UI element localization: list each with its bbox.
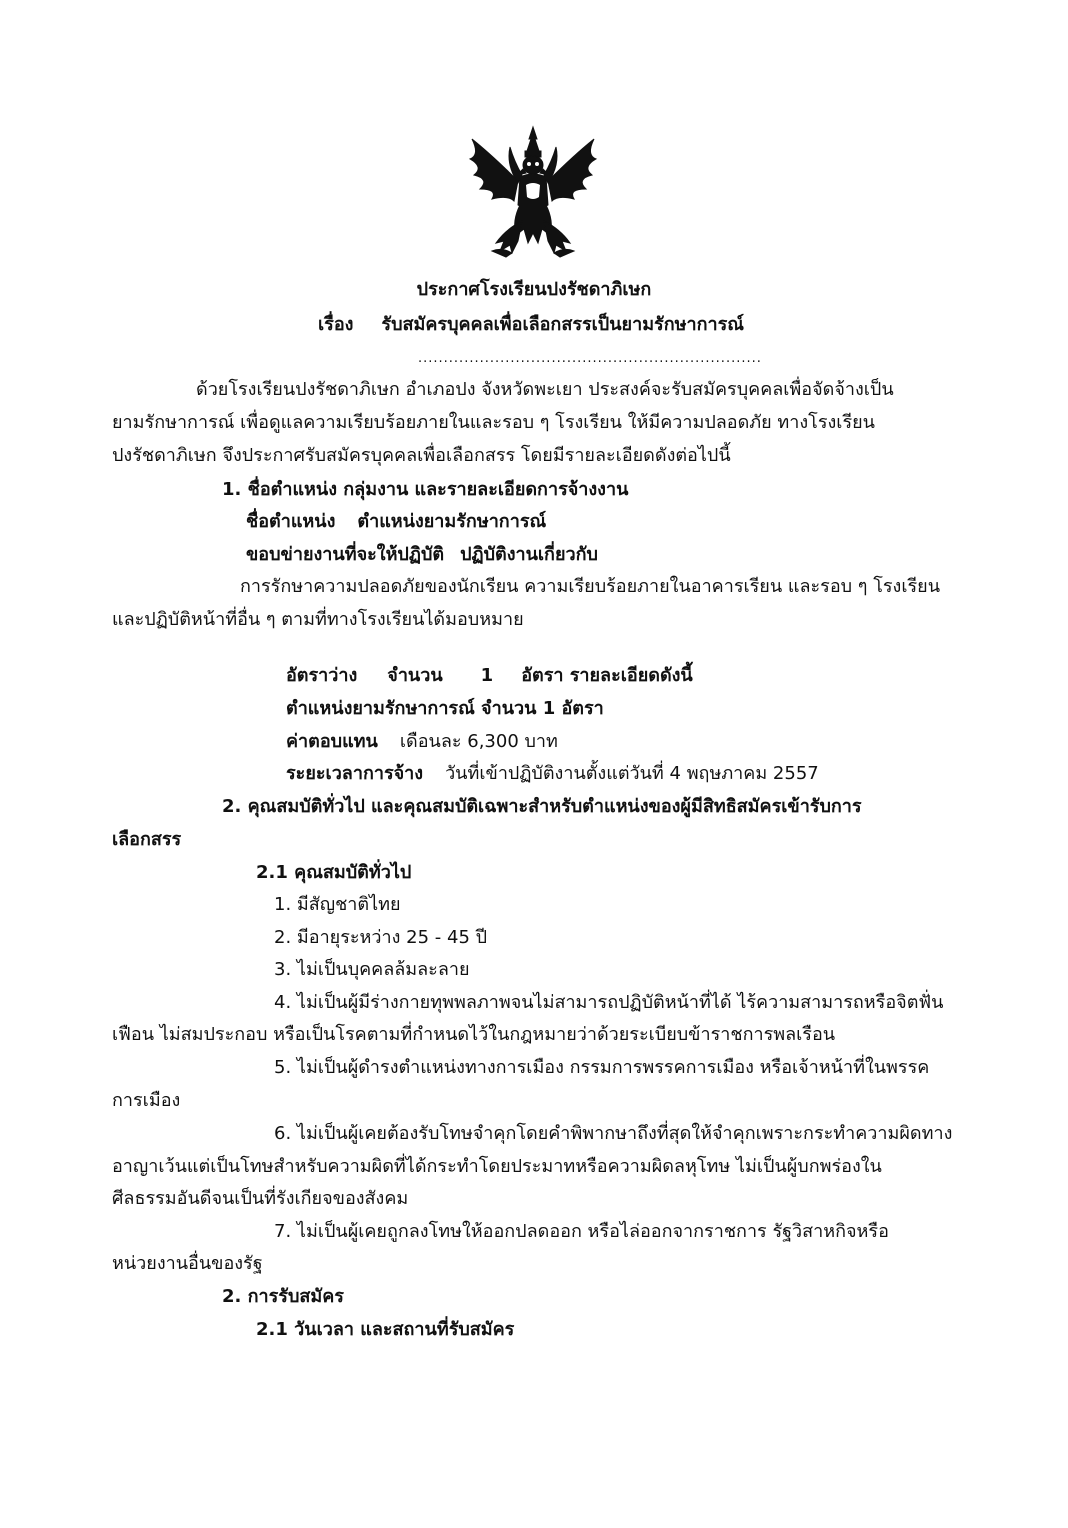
intro-line-1: ด้วยโรงเรียนปงรัชดาภิเษก อำเภอปง จังหวัดพะเยา ประสงค์จะรับสมัครบุคคลเพื่อจัดจ้างเป็น xyxy=(196,379,894,400)
scope-value: ปฏิบัติงานเกี่ยวกับ xyxy=(460,544,598,565)
qualification-5-line-2: การเมือง xyxy=(112,1090,181,1111)
position-value: ตำแหน่งยามรักษาการณ์ xyxy=(357,511,547,532)
qualification-6-line-1: 6. ไม่เป็นผู้เคยต้องรับโทษจำคุกโดยคำพิพากษาถึงที่สุดให้จำคุกเพราะกระทำความผิดทาง xyxy=(274,1123,953,1144)
vacancy-row xyxy=(286,664,693,688)
qualification-1: 1. มีสัญชาติไทย xyxy=(274,894,401,915)
application-heading: 2. การรับสมัคร xyxy=(222,1286,344,1307)
section-2-heading-line-1: 2. คุณสมบัติทั่วไป และคุณสมบัติเฉพาะสำหรับตำแหน่งของผู้มีสิทธิสมัครเข้ารับการ xyxy=(222,796,862,817)
scope-line-1: การรักษาความปลอดภัยของนักเรียน ความเรียบร้อยภายในอาคารเรียน และรอบ ๆ โรงเรียน xyxy=(240,576,940,597)
vacancy-count-label: จำนวน xyxy=(387,665,443,686)
announcement-title: ประกาศโรงเรียนปงรัชดาภิเษก xyxy=(416,279,652,300)
garuda-emblem-icon xyxy=(462,125,604,263)
section-1-heading: 1. ชื่อตำแหน่ง กลุ่มงาน และรายละเอียดการจ้างงาน xyxy=(222,479,629,500)
scope-row xyxy=(246,543,598,567)
position-label: ชื่อตำแหน่ง xyxy=(246,511,336,532)
qualification-6-line-3: ศีลธรรมอันดีจนเป็นที่รังเกียจของสังคม xyxy=(112,1188,409,1209)
qualification-7-line-2: หน่วยงานอื่นของรัฐ xyxy=(112,1253,263,1274)
subject-line xyxy=(318,313,744,337)
scope-line-2: และปฏิบัติหน้าที่อื่น ๆ ตามที่ทางโรงเรียนได้มอบหมาย xyxy=(112,609,524,630)
qualification-6-line-2: อาญาเว้นแต่เป็นโทษสำหรับความผิดที่ได้กระทำโดยประมาทหรือความผิดลหุโทษ ไม่เป็นผู้บกพร่องใน xyxy=(112,1156,882,1177)
qualification-4-line-2: เฟือน ไม่สมประกอบ หรือเป็นโรคตามที่กำหนดไว้ในกฎหมายว่าด้วยระเบียบข้าราชการพลเรือน xyxy=(112,1024,836,1045)
subject-label: เรื่อง xyxy=(318,314,354,335)
qualification-5-line-1: 5. ไม่เป็นผู้ดำรงตำแหน่งทางการเมือง กรรมการพรรคการเมือง หรือเจ้าหน้าที่ในพรรค xyxy=(274,1057,930,1078)
period-value: วันที่เข้าปฏิบัติงานตั้งแต่วันที่ 4 พฤษภาคม 2557 xyxy=(445,763,819,784)
section-2-heading-line-2: เลือกสรร xyxy=(112,829,182,850)
section-2-1-heading: 2.1 คุณสมบัติทั่วไป xyxy=(256,862,412,883)
qualification-2: 2. มีอายุระหว่าง 25 - 45 ปี xyxy=(274,927,488,948)
period-label: ระยะเวลาการจ้าง xyxy=(286,763,424,784)
qualification-7-line-1: 7. ไม่เป็นผู้เคยถูกลงโทษให้ออกปลดออก หรือไล่ออกจากราชการ รัฐวิสาหกิจหรือ xyxy=(274,1221,889,1242)
intro-line-2: ยามรักษาการณ์ เพื่อดูแลความเรียบร้อยภายในและรอบ ๆ โรงเรียน ให้มีความปลอดภัย ทางโรงเรียน xyxy=(112,412,875,433)
period-row xyxy=(286,762,819,786)
dotted-divider: ................................................................... xyxy=(418,351,762,366)
vacancy-label: อัตราว่าง xyxy=(286,665,358,686)
qualification-4-line-1: 4. ไม่เป็นผู้มีร่างกายทุพพลภาพจนไม่สามารถปฏิบัติหน้าที่ได้ ไร้ความสามารถหรือจิตฟั่น xyxy=(274,992,944,1013)
application-time-place-heading: 2.1 วันเวลา และสถานที่รับสมัคร xyxy=(256,1319,515,1340)
position-row xyxy=(246,510,546,534)
vacancy-unit: อัตรา รายละเอียดดังนี้ xyxy=(521,665,693,686)
intro-line-3: ปงรัชดาภิเษก จึงประกาศรับสมัครบุคคลเพื่อเลือกสรร โดยมีรายละเอียดดังต่อไปนี้ xyxy=(112,445,731,466)
pay-row xyxy=(286,730,558,754)
pay-label: ค่าตอบแทน xyxy=(286,731,378,752)
vacancy-count: 1 xyxy=(480,665,494,686)
subject-text: รับสมัครบุคคลเพื่อเลือกสรรเป็นยามรักษาการณ์ xyxy=(381,314,744,335)
scope-label: ขอบข่ายงานที่จะให้ปฏิบัติ xyxy=(246,544,445,565)
qualification-3: 3. ไม่เป็นบุคคลล้มละลาย xyxy=(274,959,470,980)
pay-value: เดือนละ 6,300 บาท xyxy=(399,731,558,752)
vacancy-detail: ตำแหน่งยามรักษาการณ์ จำนวน 1 อัตรา xyxy=(286,698,604,719)
